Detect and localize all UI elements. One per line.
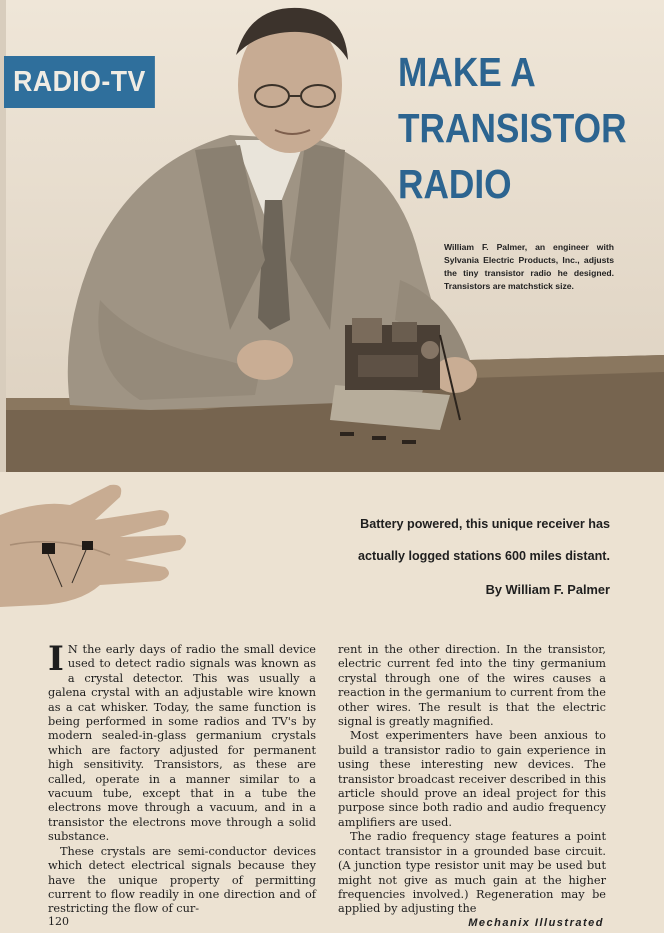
- body-paragraph: The radio frequency stage features a point contact transistor in a grounded base circuit. (A junction type resistor unit may be used but might not give as much gain at the higher frequencies involved.) Regeneration may be applied by adjusting the: [338, 830, 606, 916]
- deck-line-1: Battery powered, this unique receiver has: [360, 517, 610, 531]
- title-line-3: RADIO: [398, 161, 512, 207]
- body-paragraph: Most experimenters have been anxious to build a transistor radio to gain experience in using these interesting new devices. The transistor broadcast receiver described in this article should prove an ideal project for this purpose since both radio and audio frequency amplifiers are used.: [338, 729, 606, 829]
- deck-line-2: actually logged stations 600 miles distant.: [358, 549, 610, 563]
- magazine-name: Mechanix Illustrated: [468, 917, 604, 929]
- title-line-2: TRANSISTOR: [398, 105, 627, 151]
- body-column-1: [48, 639, 316, 917]
- page-number: 120: [48, 915, 69, 928]
- hand-with-transistors-photo: [0, 475, 200, 615]
- section-tag: RADIO-TV: [4, 56, 155, 108]
- body-column-2: [338, 643, 606, 917]
- article-title: [398, 44, 627, 212]
- photo-caption: William F. Palmer, an engineer with Sylvania Electric Products, Inc., adjusts the tiny transistor radio he designed. Transistors are matchstick size.: [444, 242, 614, 291]
- byline: By William F. Palmer: [485, 582, 610, 597]
- title-line-1: MAKE A: [398, 49, 536, 95]
- paragraph-text: N the early days of radio the small device used to detect radio signals was known as a crystal detector. This was usually a galena crystal with an adjustable wire known as a cat whisker. Today, the same function is being performed in some radios and TV's by modern sealed-in-glass germanium crystals which are factory adjusted for permanent high sensitivity. Transistors, as these are called, operate in a manner similar to a vacuum tube, except that in a tube the electrons move through a vacuum, and in a transistor the electrons move through a solid substance.: [48, 643, 316, 844]
- body-paragraph: rent in the other direction. In the transistor, electric current fed into the tiny germanium crystal through one of the wires causes a reaction in the germanium to current from the other wires. The result is that the electric signal is greatly magnified.: [338, 643, 606, 729]
- drop-cap: I: [48, 639, 64, 679]
- body-paragraph: These crystals are semi-conductor devices which detect electrical signals because they have the unique property of permitting current to flow readily in one direction and of restricting the flow of cur-: [48, 844, 316, 916]
- body-paragraph: [48, 639, 316, 845]
- article-deck: [300, 508, 610, 572]
